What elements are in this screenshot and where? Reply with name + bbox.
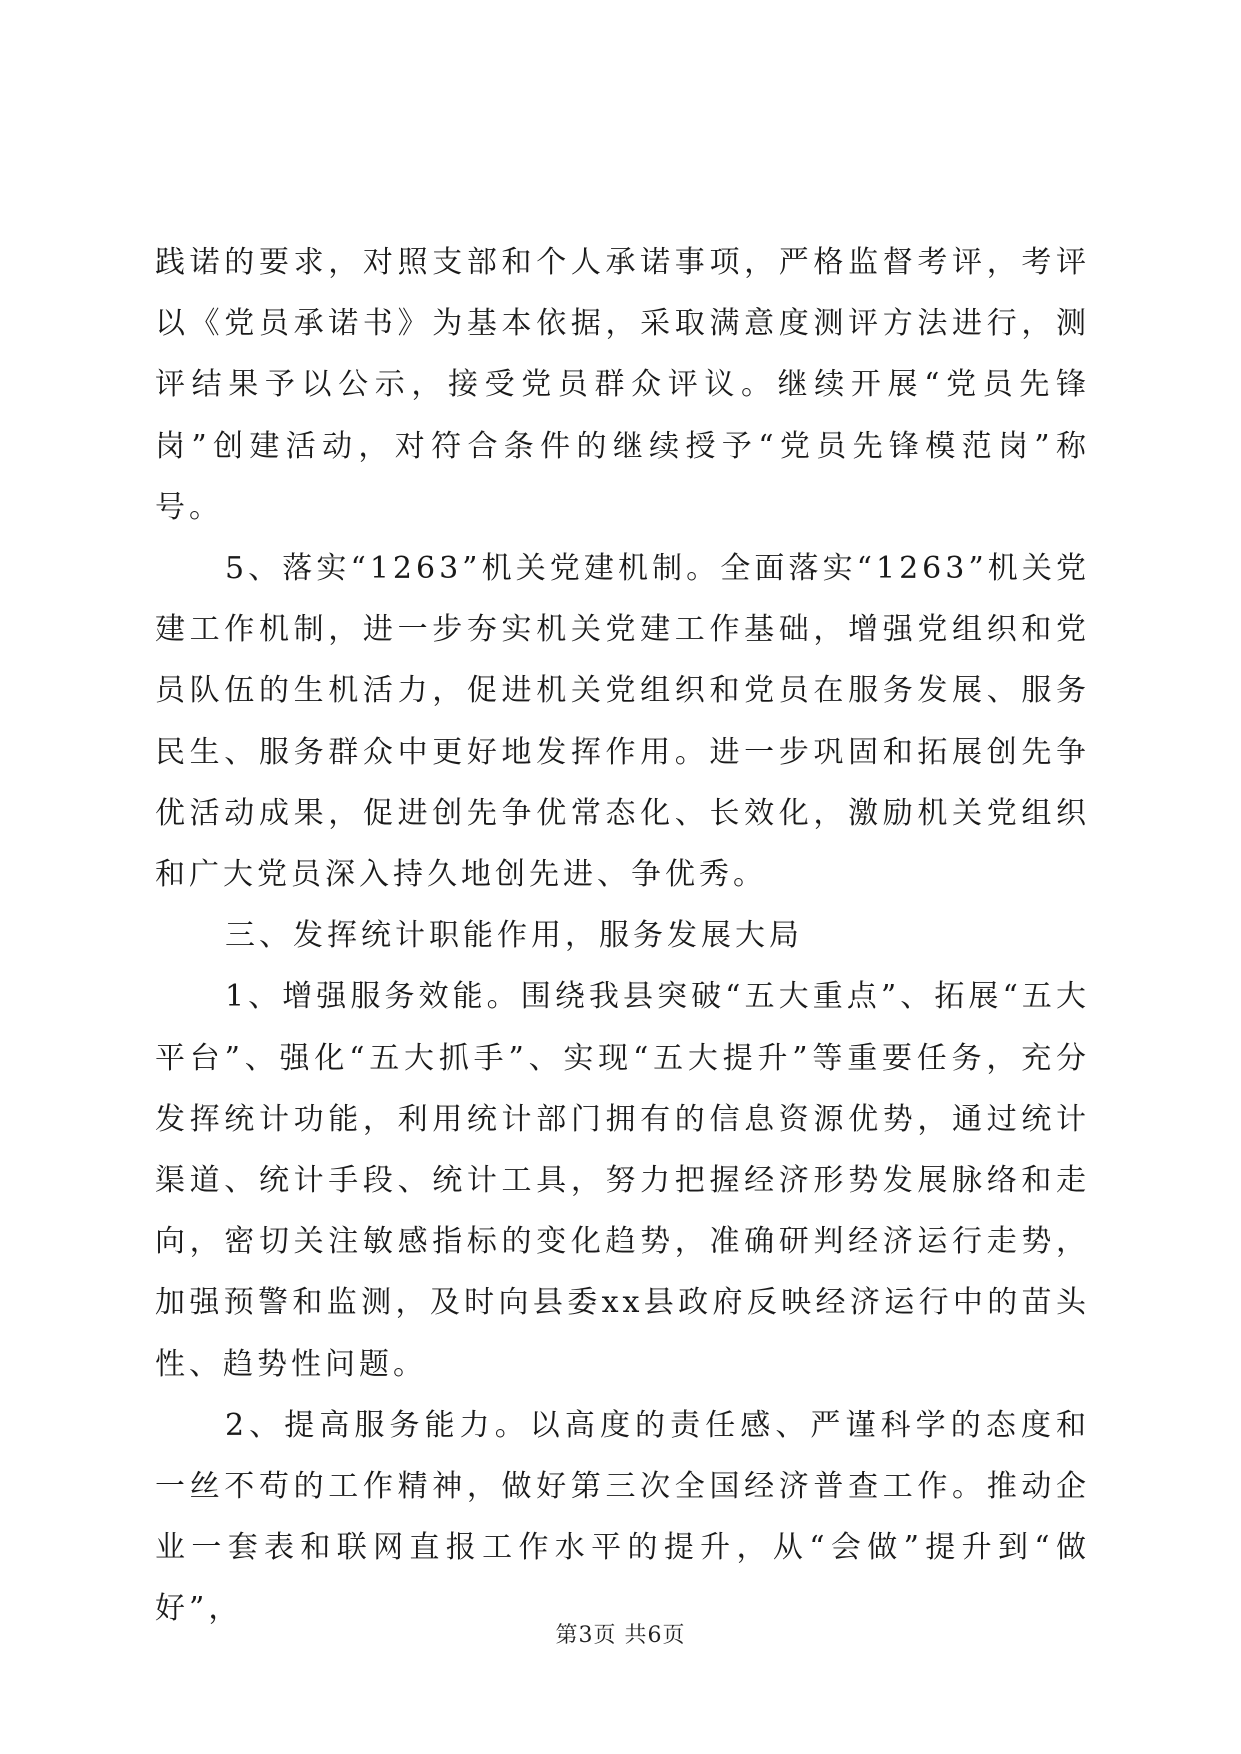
- paragraph-item-1: 1、增强服务效能。围绕我县突破“五大重点”、拓展“五大平台”、强化“五大抓手”、实现“五大提升”等重要任务，充分发挥统计功能，利用统计部门拥有的信息资源优势，通过统计渠道、统计手段、统计工具，努力把握经济形势发展脉络和走向，密切关注敏感指标的变化趋势，准确研判经济运行走势，加强预警和监测，及时向县委xx县政府反映经济运行中的苗头性、趋势性问题。: [155, 979, 1090, 1382]
- paragraph-item-2: 2、提高服务能力。以高度的责任感、严谨科学的态度和一丝不苟的工作精神，做好第三次全国经济普查工作。推动企业一套表和联网直报工作水平的提升，从“会做”提升到“做好”，: [155, 1407, 1090, 1627]
- paragraph-continuation: 践诺的要求，对照支部和个人承诺事项，严格监督考评，考评以《党员承诺书》为基本依据，采取满意度测评方法进行，测评结果予以公示，接受党员群众评议。继续开展“党员先锋岗”创建活动，对符合条件的继续授予“党员先锋模范岗”称号。: [155, 245, 1090, 525]
- document-body: [155, 232, 1090, 1640]
- page-number-footer: 第3页 共6页: [555, 1623, 686, 1648]
- section-heading-3: 三、发挥统计职能作用，服务发展大局: [225, 918, 803, 954]
- paragraph-item-5: 5、落实“1263”机关党建机制。全面落实“1263”机关党建工作机制，进一步夯实机关党建工作基础，增强党组织和党员队伍的生机活力，促进机关党组织和党员在服务发展、服务民生、服务群众中更好地发挥作用。进一步巩固和拓展创先争优活动成果，促进创先争优常态化、长效化，激励机关党组织和广大党员深入持久地创先进、争优秀。: [155, 551, 1090, 893]
